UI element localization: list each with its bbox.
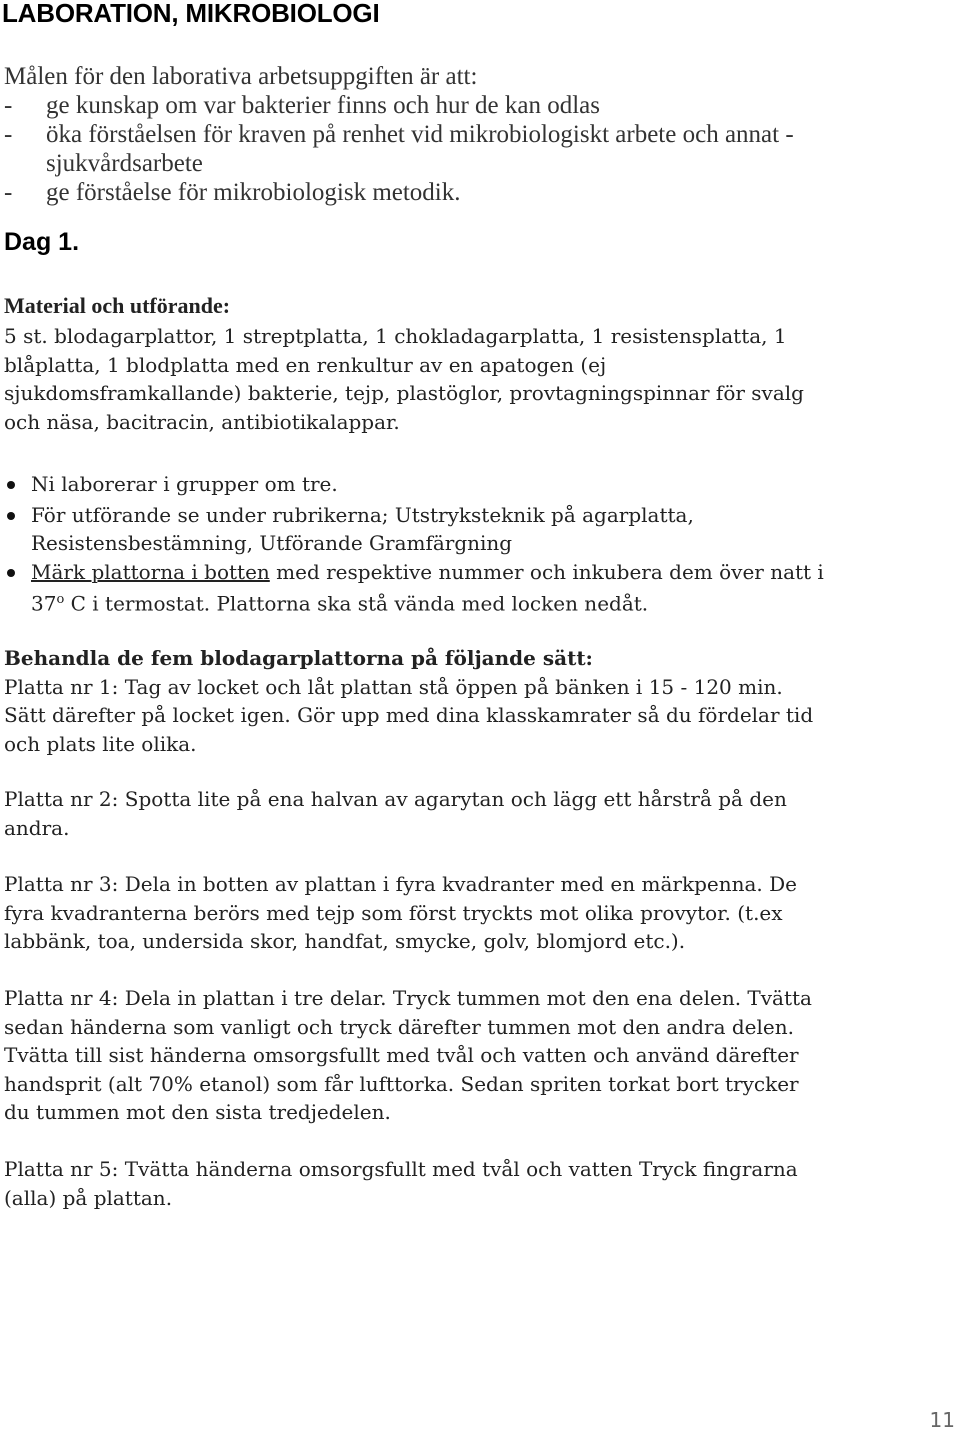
plate-line: handsprit (alt 70% etanol) som får lufttorka. Sedan spriten torkat bort trycker [4,1071,799,1096]
plate-4-instructions [4,984,958,1127]
plate-line: labbänk, toa, undersida skor, handfat, smycke, golv, blomjord etc.). [4,929,686,953]
goal-item: - öka förståelsen för kraven på renhet vid mikrobiologiskt arbete och annat - [4,121,794,148]
plate-line: du tummen mot den sista tredjedelen. [4,1100,391,1124]
material-line: blåplatta, 1 blodplatta med en renkultur av en apatogen (ej [4,352,607,377]
bullet-item: För utförande se under rubrikerna; Utstryksteknik på agarplatta, Resistensbestämning, Utförande Gramfärgning [4,501,958,558]
bullet-item: Märk plattorna i botten med respektive nummer och inkubera dem över natt i 37$^o$ C i termostat. Plattorna ska stå vända med locken nedåt. [4,558,958,619]
plate-5-instructions [4,1155,958,1212]
plate-2-instructions [4,785,958,842]
degree-superscript: o [56,592,65,607]
treatment-heading: Behandla de fem blodagarplattorna på följande sätt: [4,646,593,670]
material-list [4,322,958,436]
plate-line: och plats lite olika. [4,731,197,756]
material-line: 5 st. blodagarplattor, 1 streptplatta, 1 chokladagarplatta, 1 resistensplatta, 1 [4,324,787,348]
day-heading: Dag 1. [4,228,80,256]
plate-3-instructions [4,870,958,956]
plate-line: sedan händerna som vanligt och tryck därefter tummen mot den andra delen. [4,1014,794,1039]
plate-line: Platta nr 5: Tvätta händerna omsorgsfullt med tvål och vatten Tryck fingrarna [4,1157,798,1181]
plate-line: Tvätta till sist händerna omsorgsfullt med tvål och vatten och använd därefter [4,1043,799,1067]
goal-item: - ge förståelse för mikrobiologisk metodik. [4,179,461,206]
plate-line: Platta nr 1: Tag av locket och låt plattan stå öppen på bänken i 15 - 120 min. [4,674,783,699]
plate-line: (alla) på plattan. [4,1185,173,1210]
plate-line: Platta nr 3: Dela in botten av plattan i fyra kvadranter med en märkpenna. De [4,872,797,896]
plate-line: fyra kvadranterna berörs med tejp som först tryckts mot olika provytor. (t.ex [4,900,783,925]
plate-line: Platta nr 2: Spotta lite på ena halvan av agarytan och lägg ett hårstrå på den [4,787,787,811]
bullet-dot-icon [7,481,15,489]
page-title: LABORATION, MIKROBIOLOGI [2,0,380,28]
instruction-bullets [4,470,958,618]
goals-section [4,62,794,207]
material-heading: Material och utförande: [4,293,231,318]
goal-item-continuation: sjukvårdsarbete [46,150,203,177]
bullet-dot-icon [7,569,15,577]
treatment-section [4,644,958,758]
material-line: sjukdomsframkallande) bakterie, tejp, plastöglor, provtagningspinnar för svalg [4,381,804,405]
plate-line: Sätt därefter på locket igen. Gör upp med dina klasskamrater så du fördelar tid [4,703,814,727]
bullet-item: Ni laborerar i grupper om tre. [4,470,958,499]
underlined-instruction: Märk plattorna i botten [31,559,270,584]
material-line: och näsa, bacitracin, antibiotikalappar. [4,409,400,434]
plate-line: Platta nr 4: Dela in plattan i tre delar. Tryck tummen mot den ena delen. Tvätta [4,986,812,1010]
page-number: 11 [929,1408,955,1432]
goal-item: - ge kunskap om var bakterier finns och hur de kan odlas [4,92,601,119]
bullet-dot-icon [7,512,15,520]
goals-lead: Målen för den laborativa arbetsuppgiften är att: [4,63,478,90]
plate-line: andra. [4,815,70,840]
